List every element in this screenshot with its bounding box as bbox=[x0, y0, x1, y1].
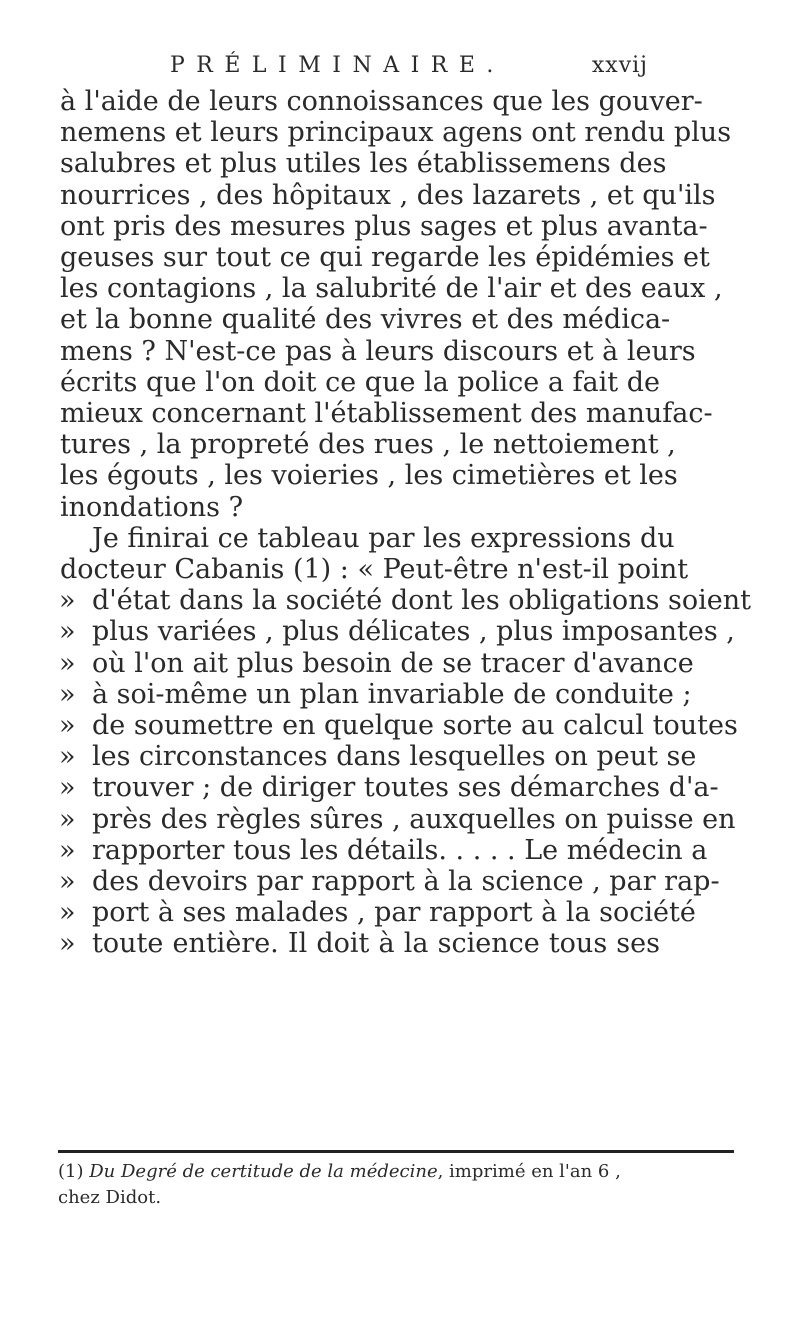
quote-text: à soi-même un plan invariable de conduite ; bbox=[92, 678, 692, 710]
quote-line bbox=[59, 710, 738, 742]
paragraph-opening-line: Je finirai ce tableau par les expressions du bbox=[92, 522, 675, 554]
text-line: mens ? N'est-ce pas à leurs discours et à leurs bbox=[60, 335, 696, 367]
quote-marker: » bbox=[59, 678, 76, 710]
running-title: PRÉLIMINAIRE. bbox=[170, 53, 505, 78]
quote-marker: » bbox=[59, 616, 76, 648]
text-line: les égouts , les voieries , les cimetières et les bbox=[60, 460, 678, 492]
quote-marker: » bbox=[59, 928, 76, 960]
text-line: nourrices , des hôpitaux , des lazarets , et qu'ils bbox=[60, 179, 716, 211]
quote-line bbox=[59, 897, 696, 929]
text-line: tures , la propreté des rues , le nettoiement , bbox=[60, 429, 676, 461]
running-header bbox=[170, 46, 648, 86]
quote-text: de soumettre en quelque sorte au calcul toutes bbox=[92, 710, 738, 742]
quote-marker: » bbox=[59, 772, 76, 804]
quote-text: trouver ; de diriger toutes ses démarches d'a- bbox=[92, 772, 719, 804]
text-line: les contagions , la salubrité de l'air et des eaux , bbox=[60, 273, 723, 305]
quote-text: port à ses malades , par rapport à la société bbox=[92, 897, 696, 929]
text-line: ont pris des mesures plus sages et plus avanta- bbox=[60, 210, 708, 242]
footnote-text: , imprimé en l'an 6 , bbox=[437, 1161, 621, 1182]
text-line: salubres et plus utiles les établissemens des bbox=[60, 148, 667, 180]
quote-marker: » bbox=[59, 803, 76, 835]
quote-line bbox=[59, 741, 697, 773]
quote-marker: » bbox=[59, 897, 76, 929]
quote-text: d'état dans la société dont les obligations soient bbox=[92, 585, 751, 617]
text-line: docteur Cabanis (1) : « Peut-être n'est-il point bbox=[60, 554, 689, 586]
footnote bbox=[58, 1159, 734, 1211]
page-number: xxvij bbox=[591, 53, 648, 78]
quote-line bbox=[59, 616, 735, 648]
text-line: écrits que l'on doit ce que la police a fait de bbox=[60, 366, 660, 398]
quote-line bbox=[59, 678, 692, 710]
text-line: geuses sur tout ce qui regarde les épidémies et bbox=[60, 242, 710, 274]
quote-marker: » bbox=[59, 585, 76, 617]
text-line: à l'aide de leurs connoissances que les gouver- bbox=[60, 86, 703, 117]
quote-line bbox=[59, 647, 694, 679]
quote-marker: » bbox=[59, 834, 76, 866]
main-text bbox=[59, 86, 751, 960]
footnote-divider bbox=[58, 1150, 734, 1153]
quote-marker: » bbox=[59, 741, 76, 773]
text-line: mieux concernant l'établissement des manufac- bbox=[60, 398, 713, 430]
footnote-marker: (1) bbox=[58, 1161, 84, 1182]
quote-text: rapporter tous les détails. . . . . Le médecin a bbox=[92, 834, 708, 866]
quote-text: les circonstances dans lesquelles on peut se bbox=[92, 741, 697, 773]
quote-line bbox=[59, 585, 751, 617]
quote-line bbox=[59, 803, 736, 835]
quote-line bbox=[59, 834, 708, 866]
text-line: inondations ? bbox=[60, 491, 244, 523]
quote-text: où l'on ait plus besoin de se tracer d'avance bbox=[92, 647, 694, 679]
text-line: nemens et leurs principaux agens ont rendu plus bbox=[60, 117, 732, 149]
footnote-line: chez Didot. bbox=[58, 1187, 162, 1208]
footnote-line bbox=[58, 1159, 734, 1185]
text-line: et la bonne qualité des vivres et des médica- bbox=[60, 304, 671, 336]
quote-line bbox=[59, 772, 719, 804]
quote-marker: » bbox=[59, 647, 76, 679]
quote-text: près des règles sûres , auxquelles on puisse en bbox=[92, 803, 736, 835]
quote-text: des devoirs par rapport à la science , par rap- bbox=[92, 866, 720, 898]
quote-marker: » bbox=[59, 866, 76, 898]
quote-marker: » bbox=[59, 710, 76, 742]
quote-text: toute entière. Il doit à la science tous ses bbox=[92, 928, 660, 960]
quote-line bbox=[59, 866, 720, 898]
quote-text: plus variées , plus délicates , plus imposantes , bbox=[92, 616, 735, 648]
footnote-title: Du Degré de certitude de la médecine bbox=[89, 1161, 438, 1182]
quote-line bbox=[60, 928, 660, 959]
